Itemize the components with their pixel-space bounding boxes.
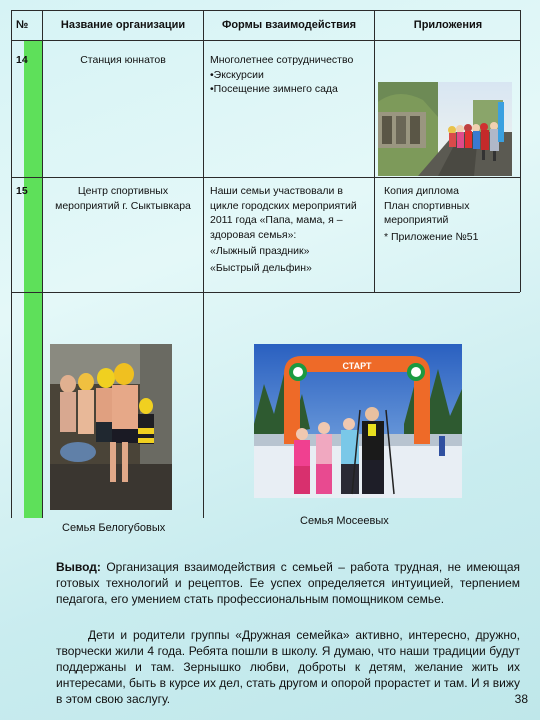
table-border xyxy=(11,292,520,293)
conclusion-paragraph-2: Дети и родители группы «Дружная семейка» активно, интересно, дружно, творчески жили 4 года. Ребята пошли в школу. Я думаю, что наши традиции будут поддержаны и там. Зернышко любви, доброты к детям, желание жить их интересами, быть в курсе их дел, стать другом и опорой прорастет и там. И я вижу в этом свою заслугу. xyxy=(56,628,520,706)
table-border xyxy=(203,10,204,518)
row-forms xyxy=(210,53,370,97)
page-number: 38 xyxy=(514,692,528,706)
table-border xyxy=(11,10,12,518)
forms-line: «Лыжный праздник» xyxy=(210,245,310,257)
header-forms: Формы взаимодействия xyxy=(221,19,357,31)
caption-left: Семья Белогубовых xyxy=(62,522,166,534)
forms-line: •Экскурсии xyxy=(210,68,264,81)
apps-line: * Приложение №51 xyxy=(384,230,479,243)
table-border xyxy=(11,40,520,41)
banner-text: СТАРТ xyxy=(342,361,372,371)
table-border xyxy=(11,177,520,178)
row-org: Центр спортивных мероприятий г. Сыктывкара xyxy=(55,185,191,212)
row-org: Станция юннатов xyxy=(80,54,166,66)
conclusion-label: Вывод: xyxy=(56,560,101,574)
apps-line: Копия диплома xyxy=(384,185,459,197)
row-apps xyxy=(384,184,514,244)
table-border xyxy=(520,10,521,292)
table-border xyxy=(374,10,375,292)
header-num: № xyxy=(16,19,29,31)
row-num: 15 xyxy=(16,185,28,197)
family-photo-right xyxy=(254,344,462,498)
header-apps: Приложения xyxy=(413,19,483,31)
forms-line: Многолетнее сотрудничество xyxy=(210,54,354,66)
forms-line: Наши семьи участвовали в цикле городских мероприятий 2011 года «Папа, мама, я – здоровая семья»: xyxy=(210,185,357,241)
caption-right: Семья Мосеевых xyxy=(300,515,389,527)
row-num: 14 xyxy=(16,54,28,66)
station-photo xyxy=(378,82,512,176)
forms-line: •Посещение зимнего сада xyxy=(210,83,338,95)
table-border xyxy=(42,10,43,518)
row-forms xyxy=(210,184,370,275)
green-column xyxy=(24,40,42,518)
family-photo-left xyxy=(50,344,172,510)
conclusion-text: Организация взаимодействия с семьей – работа трудная, не имеющая готовых технологий и рецептов. Ее успех определяется интуицией, терпением педагога, его умением стать профессиональным помощником семье. xyxy=(56,560,520,606)
header-org: Название организации xyxy=(60,19,186,31)
forms-line: «Быстрый дельфин» xyxy=(210,261,312,274)
conclusion-paragraph-1 xyxy=(56,559,520,607)
apps-line: План спортивных мероприятий xyxy=(384,199,470,226)
table-border xyxy=(11,10,520,11)
